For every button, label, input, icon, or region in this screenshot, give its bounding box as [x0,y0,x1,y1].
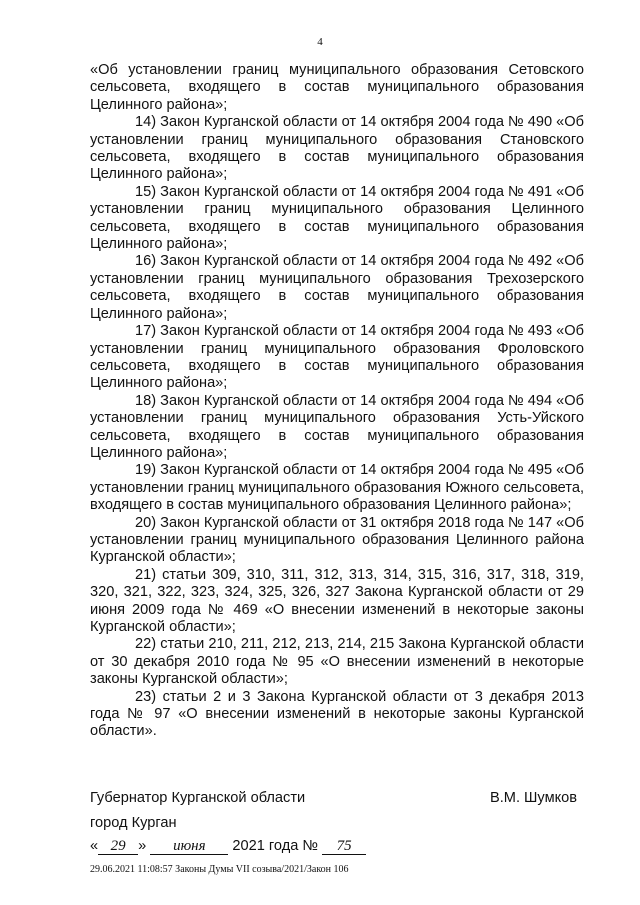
law-number-handwritten: 75 [322,839,366,855]
date-open-quote: « [90,838,99,854]
list-item: 23) статьи 2 и 3 Закона Курганской области от 3 декабря 2013 года № 97 «О внесении изменений в некоторые законы Курганской области». [90,688,584,740]
signature-name: В.М. Шумков [490,790,578,806]
list-item: 18) Закон Курганской области от 14 октября 2004 года № 494 «Об установлении границ муниципального образования Усть-Уйского сельсовета, входящего в состав муниципального образования Целинного района»; [90,392,584,461]
list-item: 16) Закон Курганской области от 14 октября 2004 года № 492 «Об установлении границ муниципального образования Трехозерского сельсовета, входящего в состав муниципального образования Целинного района»; [90,253,584,322]
page-number: 4 [317,36,323,48]
date-year: 2021 года № [232,838,319,854]
list-item: 19) Закон Курганской области от 14 октября 2004 года № 495 «Об установлении границ муниципального образования Южного сельсовета, входящего в состав муниципального образования Целинного района»; [90,462,584,514]
date-day-handwritten: 29 [98,839,138,855]
list-item: 20) Закон Курганской области от 31 октября 2018 года № 147 «Об установлении границ муниципального образования Целинного района Курганской области»; [90,514,584,566]
signature-city: город Курган [90,815,177,831]
paragraph-continuation: «Об установлении границ муниципального образования Сетовского сельсовета, входящего в состав муниципального образования Целинного района»; [90,62,584,113]
date-close-quote: » [138,838,147,854]
signature-date-line [90,838,366,855]
date-month-handwritten: июня [150,839,228,855]
list-item: 17) Закон Курганской области от 14 октября 2004 года № 493 «Об установлении границ муниципального образования Фроловского сельсовета, входящего в состав муниципального образования Целинного района»; [90,323,584,392]
signature-position: Губернатор Курганской области [90,790,306,806]
list-item: 22) статьи 210, 211, 212, 213, 214, 215 Закона Курганской области от 30 декабря 2010 года № 95 «О внесении изменений в некоторые законы Курганской области»; [90,636,584,688]
list-item: 21) статьи 309, 310, 311, 312, 313, 314, 315, 316, 317, 318, 319, 320, 321, 322, 323, 324, 325, 326, 327 Закона Курганской области от 29 июня 2009 года № 469 «О внесении изменений в некоторые законы Курганской области»; [90,566,584,635]
document-body [90,62,584,741]
list-item: 14) Закон Курганской области от 14 октября 2004 года № 490 «Об установлении границ муниципального образования Становского сельсовета, входящего в состав муниципального образования Целинного района»; [90,114,584,183]
list-item: 15) Закон Курганской области от 14 октября 2004 года № 491 «Об установлении границ муниципального образования Целинного сельсовета, входящего в состав муниципального образования Целинного района»; [90,183,584,253]
document-footer: 29.06.2021 11:08:57 Законы Думы VII созыва/2021/Закон 106 [90,864,349,875]
